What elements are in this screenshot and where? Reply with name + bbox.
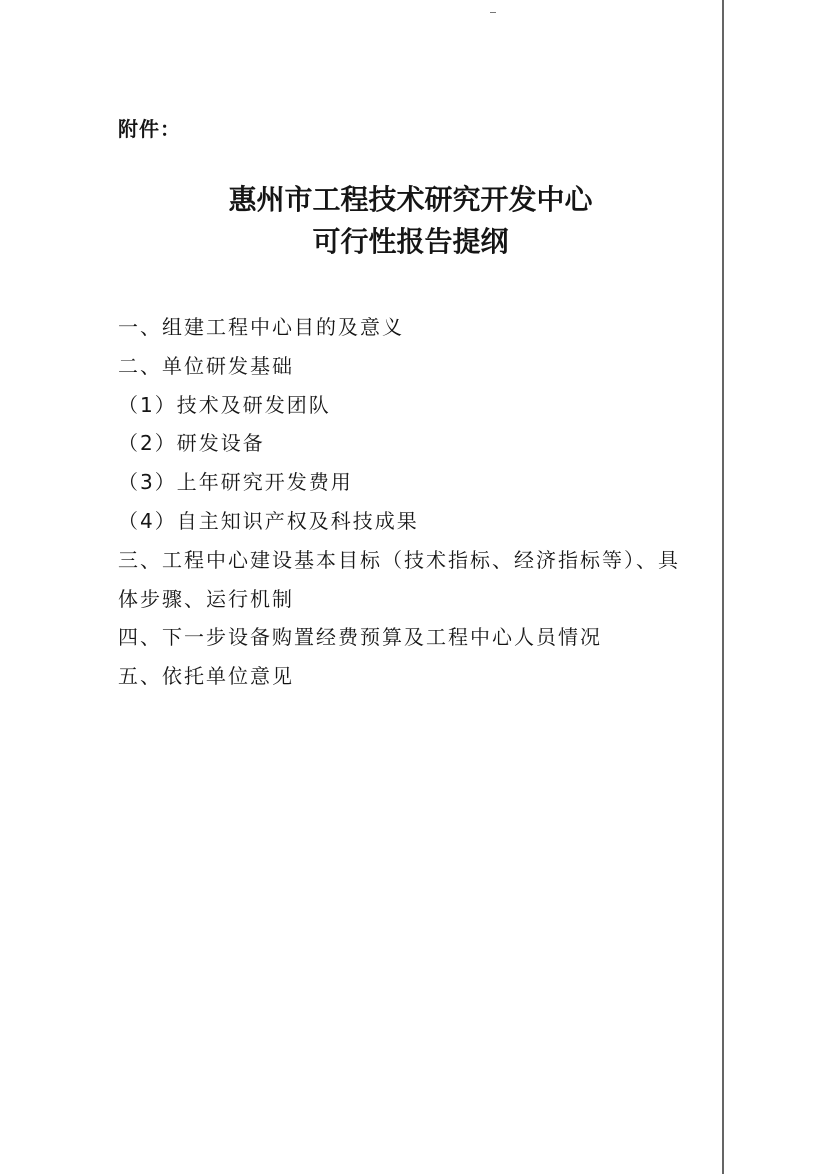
page-edge-line (722, 0, 724, 1174)
outline-list (118, 308, 718, 696)
outline-subitem-4: （4）自主知识产权及科技成果 (118, 508, 419, 533)
outline-item-1: 一、组建工程中心目的及意义 (118, 315, 404, 339)
document-title-line-2: 可行性报告提纲 (312, 225, 509, 258)
outline-item-4: 四、下一步设备购置经费预算及工程中心人员情况 (118, 625, 602, 650)
outline-item-2: 二、单位研发基础 (118, 353, 294, 378)
outline-subitem-3: （3）上年研究开发费用 (118, 470, 353, 495)
outline-item-3: 三、工程中心建设基本目标（技术指标、经济指标等）、具 (118, 547, 680, 572)
attachment-label: 附件： (118, 117, 181, 141)
document-title-line-1: 惠州市工程技术研究开发中心 (228, 183, 593, 216)
outline-subitem-2: （2）研发设备 (118, 431, 265, 456)
outline-item-5: 五、依托单位意见 (118, 664, 294, 689)
outline-item-3-continued: 体步骤、运行机制 (118, 586, 294, 611)
scan-mark (490, 12, 496, 13)
outline-subitem-1: （1）技术及研发团队 (118, 392, 331, 417)
